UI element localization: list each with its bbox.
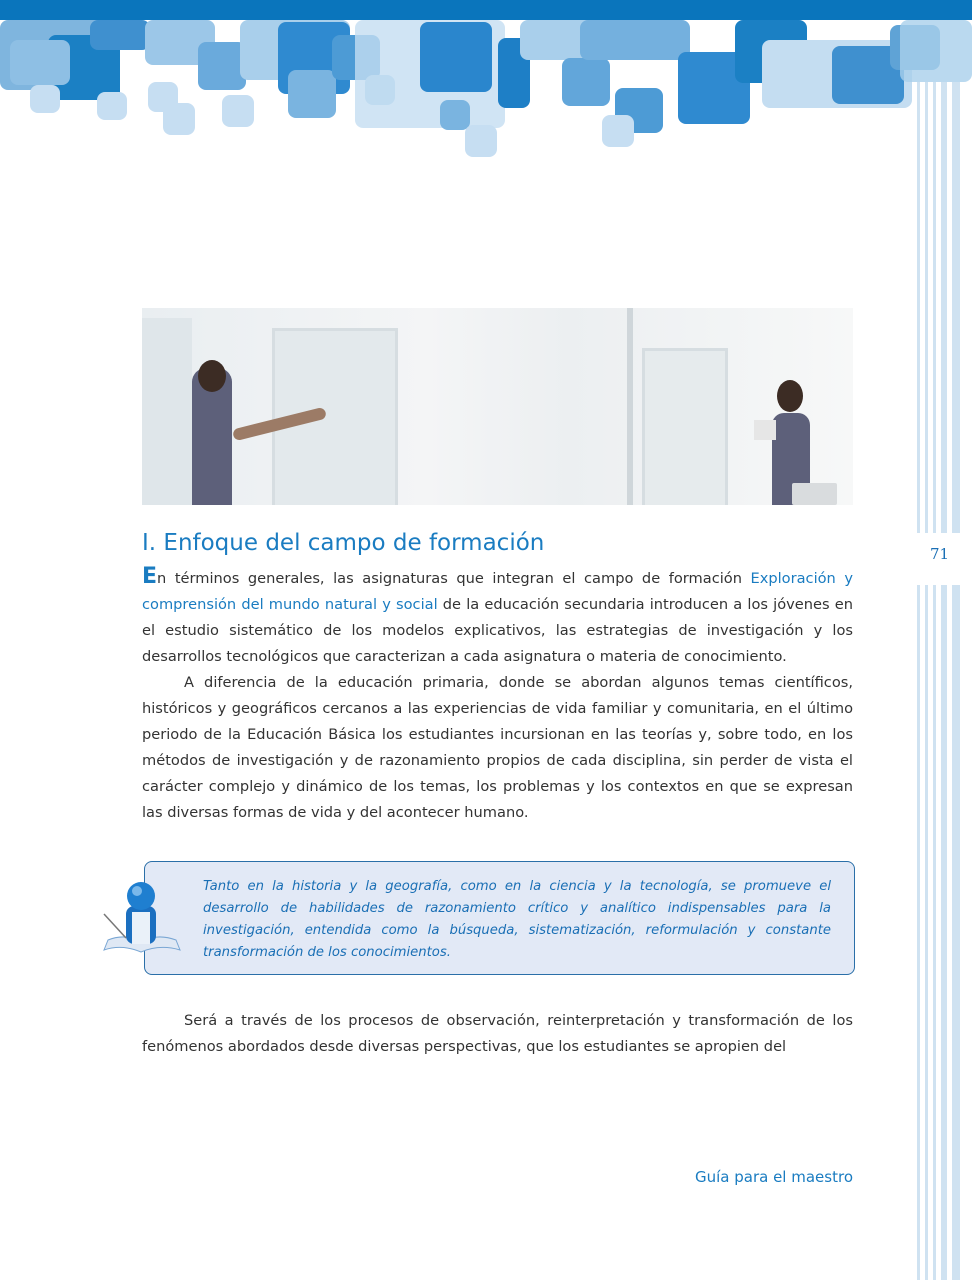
top-bar [0,0,972,20]
callout-text: Tanto en la historia y la geografía, como en la ciencia y la tecnología, se promueve el desarrollo de habilidades de razonamiento crítico y analítico indispensables para la investigación, entendida como la búsqueda, sistematización, reformulación y constante transformación de los conocimientos. [203,879,831,960]
callout-box [144,861,855,975]
footer-guide-title: Guía para el maestro [694,1168,853,1186]
page-number: 71 [930,545,950,563]
deco-square [90,20,150,50]
deco-square [288,70,336,118]
deco-square [562,58,610,106]
deco-square [163,103,195,135]
deco-square [10,40,70,85]
deco-square [30,85,60,113]
deco-square [580,20,690,60]
deco-square [440,100,470,130]
deco-square [420,22,492,92]
deco-square [97,92,127,120]
deco-square [198,42,246,90]
body-paragraph-2: A diferencia de la educación primaria, donde se abordan algunos temas científicos, históricos y geográficos cercanos a las experiencias de vida familiar y comunitaria, en el último periodo de la Educación Básica los estudiantes incursionan en las teorías y, sobre todo, en los métodos de investigación y de razonamiento propios de cada disciplina, sin perder de vista el carácter complejo y dinámico de los temas, los problemas y los contextos en que se expresan las diversas formas de vida y del acontecer humano. [142,674,853,821]
deco-square [465,125,497,157]
body-paragraph-3: Será a través de los procesos de observación, reinterpretación y transformación de los fenómenos abordados desde diversas perspectivas, que los estudiantes se apropien del [142,1012,853,1055]
section-title: I. Enfoque del campo de formación [142,530,545,556]
field-link: Exploración y comprensión del mundo natural y social [142,570,853,613]
deco-square [900,20,972,82]
drop-cap: E [142,564,158,589]
paragraph-text: n términos generales, las asignaturas que integran el campo de formación [157,570,751,587]
deco-square [602,115,634,147]
deco-square [222,95,254,127]
paragraph-text: de la educación secundaria introducen a los jóvenes en el estudio sistemático de los modelos explicativos, las estrategias de investigación y los desarrollos tecnológicos que caracterizan a cada asignatura o materia de conocimiento. [142,596,853,665]
classroom-photo [142,308,853,505]
reader-icon [100,878,182,956]
body-paragraph-1 [142,566,853,826]
